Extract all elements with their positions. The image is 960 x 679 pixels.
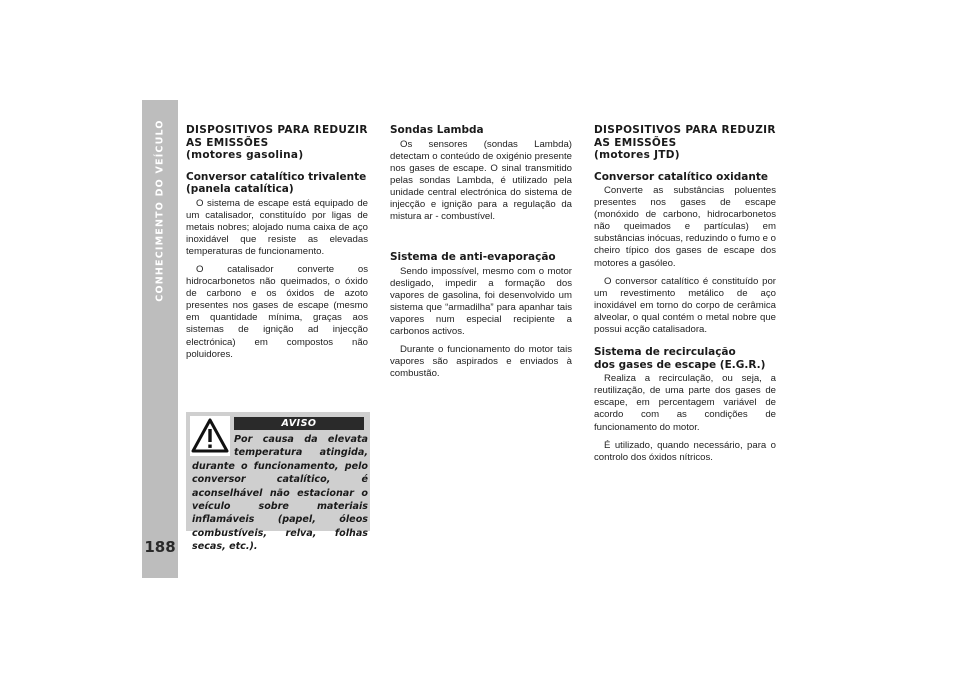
heading-line: AS EMISSÕES xyxy=(186,136,269,149)
heading-line: (motores JTD) xyxy=(594,149,680,161)
section-heading-gasoline xyxy=(186,124,368,162)
paragraph: Os sensores (sondas Lambda) detectam o conteúdo de oxigénio presente nos gases de escape. O sinal transmitido pelas sondas Lambda, é utilizado pela unidade central electrónica do sistema de injecção e ignição para a regulação da mistura ar - combustível. xyxy=(390,138,572,223)
subheading-oxidizing-catalyst: Conversor catalítico oxidante xyxy=(594,170,768,183)
heading-line: DISPOSITIVOS PARA REDUZIR xyxy=(594,124,776,136)
subheading-line: Conversor catalítico trivalente xyxy=(186,170,367,183)
warning-label: AVISO xyxy=(234,417,364,430)
heading-line: AS EMISSÕES xyxy=(594,136,677,149)
section-title-text: CONHECIMENTO DO VEÍCULO xyxy=(154,118,166,302)
subheading-lambda-sensors: Sondas Lambda xyxy=(390,124,484,136)
paragraph: Durante o funcionamento do motor tais vapores são aspirados e enviados à combustão. xyxy=(390,344,572,380)
heading-line: DISPOSITIVOS PARA REDUZIR xyxy=(186,124,368,136)
subheading-line: Sistema de recirculação xyxy=(594,346,736,359)
section-title xyxy=(142,100,178,320)
paragraph: O catalisador converte os hidrocarbonetos não queimados, o óxido de carbono e os óxidos de azoto presentes nos gases de escape (mesmo em quantidade mínima, graças aos sistemas de ignição ad injecção electrónica) em compostos não poluidores. xyxy=(186,263,368,360)
paragraph: O sistema de escape está equipado de um catalisador, constituído por ligas de metais nobres; alojado numa caixa de aço inoxidável que resiste as elevadas temperaturas de funcionamento. xyxy=(186,197,368,257)
paragraph: Realiza a recirculação, ou seja, a reutilização, de uma parte dos gases de escape, em percentagem variável de acordo com as condições de funcionamento do motor. xyxy=(594,373,776,433)
warning-text xyxy=(192,433,368,554)
subheading-three-way-catalyst xyxy=(186,171,368,196)
warning-text-content: Por causa da elevata temperatura atingida, durante o funcionamento, pelo conversor catalítico, é aconselhável não estacionar o veículo sobre materiais inflamáveis (papel, óleos combustíveis, relva, folhas secas, etc.). xyxy=(192,434,368,553)
section-heading-jtd xyxy=(594,124,776,162)
column-middle xyxy=(390,124,572,387)
subheading-anti-evaporation: Sistema de anti-evaporação xyxy=(390,251,556,264)
column-left xyxy=(186,124,368,367)
heading-line: (motores gasolina) xyxy=(186,149,304,161)
subheading-line: (panela catalítica) xyxy=(186,183,294,195)
subheading-line: dos gases de escape (E.G.R.) xyxy=(594,358,766,371)
section-sidebar xyxy=(142,100,178,578)
warning-box xyxy=(186,412,370,553)
paragraph: Sendo impossível, mesmo com o motor desligado, impedir a formação dos vapores de gasolina, foi desenvolvido um sistema que “armadilha” para apanhar tais vapores num especial recipiente a carbonos activos. xyxy=(390,265,572,338)
column-right xyxy=(594,124,776,470)
page-number: 188 xyxy=(144,538,176,556)
subheading-egr-system xyxy=(594,346,776,371)
paragraph: É utilizado, quando necessário, para o controlo dos óxidos nítricos. xyxy=(594,439,776,463)
paragraph: Converte as substâncias poluentes presentes nos gases de escape (monóxido de carbono, hidrocarbonetos não queimados e partículas) em substâncias inócuas, reduzindo o fumo e o cheiro típico dos gases de escape dos motores a gasóleo. xyxy=(594,185,776,269)
paragraph: O conversor catalítico é constituído por um revestimento metálico de aço inoxidável em torno do corpo de cerâmica alveolar, o qual contém o metal nobre que possui acção catalisadora. xyxy=(594,275,776,336)
